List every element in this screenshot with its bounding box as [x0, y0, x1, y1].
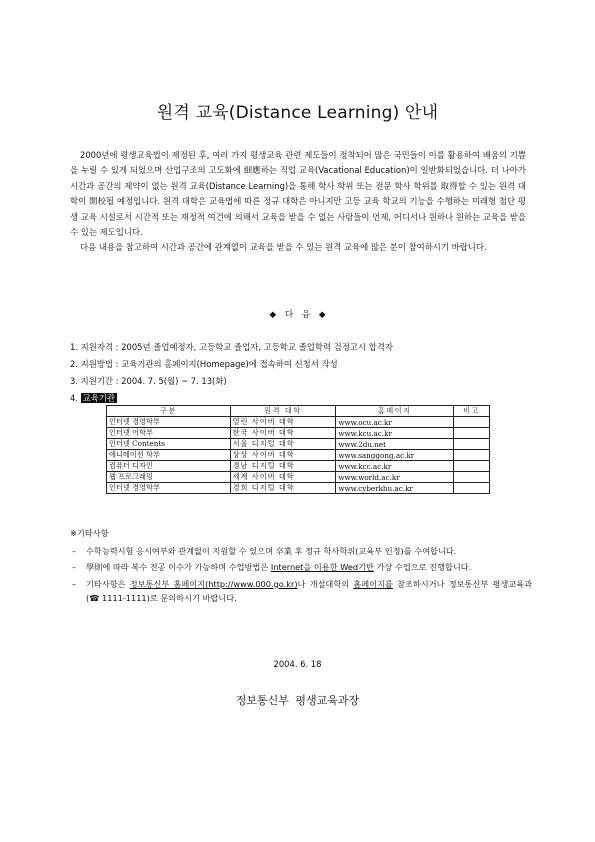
note-text-part: 나 개설대학의: [297, 578, 354, 589]
table-row: [107, 483, 490, 494]
note-dash: –: [72, 562, 77, 573]
item-method: 2. 지원방법 : 교육기관의 홈페이지(Homepage)에 접속하여 신청서 작성: [70, 359, 338, 369]
table-cell: [454, 428, 490, 439]
table-row: [107, 472, 490, 483]
table-cell: 인터넷 Contents: [107, 439, 231, 450]
document-date: 2004. 6. 18: [273, 659, 322, 669]
table-row: [107, 461, 490, 472]
table-cell: [454, 417, 490, 428]
table-header-row: [107, 406, 490, 417]
table-cell: www.sanggong.ac.kr: [336, 450, 454, 461]
note-item: [72, 577, 532, 606]
table-cell: [454, 461, 490, 472]
table-cell: [454, 472, 490, 483]
table-header-cell: 홈페이지: [336, 406, 454, 417]
notes-title: ※기타사항: [70, 528, 109, 538]
table-row: [107, 417, 490, 428]
item-period: 3. 지원기간 : 2004. 7. 5(월) ~ 7. 13(화): [70, 376, 227, 386]
table-cell: www.kcc.ac.kr: [336, 461, 454, 472]
note-text-part: 참조하시거나 정보통신부 평생교육과(☎ 1111-1111)로 문의하시기 바랍니다.: [86, 578, 532, 604]
institution-table: [106, 405, 490, 494]
application-items: [70, 339, 530, 407]
note-text-part: 기타사항은: [86, 578, 130, 589]
table-cell: 열린 사이버 대학: [230, 417, 336, 428]
note-text: 수학능력시험 응시여부와 관계없이 지원할 수 있으며 卒業 후 정규 학사학위(교육부 인정)를 수여합니다.: [86, 546, 457, 556]
table-cell: 컴퓨터 디자인: [107, 461, 231, 472]
note-text-part: 가상 수업으로 진행합니다.: [373, 562, 472, 573]
note-dash: –: [72, 546, 77, 556]
table-cell: 경희 디지털 대학: [230, 483, 336, 494]
table-row: [107, 450, 490, 461]
college-homepage-link[interactable]: 홈페이지를: [353, 578, 393, 589]
table-cell: 애니메이션 학부: [107, 450, 231, 461]
ministry-homepage-link[interactable]: 정보통신부 홈페이지(http://www.000.go.kr): [129, 578, 298, 589]
table-cell: 인터넷 어학부: [107, 428, 231, 439]
table-header-cell: 구분: [107, 406, 231, 417]
note-text: [86, 577, 532, 606]
table-cell: 세계 사이버 대학: [230, 472, 336, 483]
table-row: [107, 428, 490, 439]
item-institutions-label: 교육기관: [82, 393, 116, 403]
intro-paragraph-1: 2000년에 평생교육법이 제정된 후, 여러 가지 평생교육 관련 제도들이 정착되어 많은 국민들이 이를 활용하여 배움의 기쁨을 누릴 수 있게 되었으며 산업구조의 고도화에 細應하는 직업 교육(Vacational Education)이 일반화되었습니다. 더 나아가 시간과 공간의 제약이 없는 원격 교육(Distance Learning)을 통해 학사 학위 또는 전문 학사 학위를 取得할 수 있는 원격 대학이 開校될 예정입니다. 원격 대학은 교육법에 따른 정규 대학은 아니지만 고등 교육 학교의 기능을 수행하는 미래형 첨단 평생 교육 시설로서 시간적 또는 재정적 여건에 의해서 교육을 받을 수 없는 사람들이 언제, 어디서나 원하나 원하는 교육을 받을 수 있는 제도입니다.: [70, 150, 526, 238]
table-cell: 인터넷 경영학부: [107, 417, 231, 428]
table-cell: www.ocu.ac.kr: [336, 417, 454, 428]
note-text: [86, 560, 532, 574]
table-cell: www.kcu.ac.kr: [336, 428, 454, 439]
table-row: [107, 439, 490, 450]
table-cell: [454, 439, 490, 450]
table-cell: 웹 프로그래밍: [107, 472, 231, 483]
note-underlined-text: Internet을 이용한 Wed기반: [270, 562, 374, 573]
note-item: [72, 560, 532, 574]
table-cell: 경남 디지털 대학: [230, 461, 336, 472]
item-eligibility: 1. 지원자격 : 2005년 졸업예정자, 고등학교 졸업자, 고등학교 졸업학력 검정고시 합격자: [70, 342, 393, 352]
table-cell: 서울 디지털 대학: [230, 439, 336, 450]
table-cell: 상상 사이버 대학: [230, 450, 336, 461]
section-heading: ◆ 다 음 ◆: [269, 310, 326, 320]
item-institutions-number: 4.: [70, 393, 81, 403]
note-dash: –: [72, 578, 77, 589]
table-cell: www.2du.net: [336, 439, 454, 450]
table-cell: 한국 사이버 대학: [230, 428, 336, 439]
notes-list: [72, 544, 532, 608]
intro-paragraph-2: 다음 내용을 참고하여 시간과 공간에 관계없이 교육을 받을 수 있는 원격 교육에 많은 분이 참여하시기 바랍니다.: [80, 242, 487, 253]
note-item: [72, 544, 532, 558]
issuer-name: 정보통신부 평생교육과장: [235, 694, 360, 707]
table-header-cell: 비고: [454, 406, 490, 417]
document-title: 원격 교육(Distance Learning) 안내: [156, 103, 439, 123]
note-text-part: 學則에 따라 복수 전공 이수가 가능하며 수업방법은: [86, 562, 271, 573]
table-cell: 인터넷 경영학부: [107, 483, 231, 494]
intro-section: [70, 148, 526, 256]
table-cell: [454, 483, 490, 494]
table-cell: [454, 450, 490, 461]
table-header-cell: 원격 대학: [230, 406, 336, 417]
table-cell: www.world.ac.kr: [336, 472, 454, 483]
table-cell: www.cyberkhu.ac.kr: [336, 483, 454, 494]
